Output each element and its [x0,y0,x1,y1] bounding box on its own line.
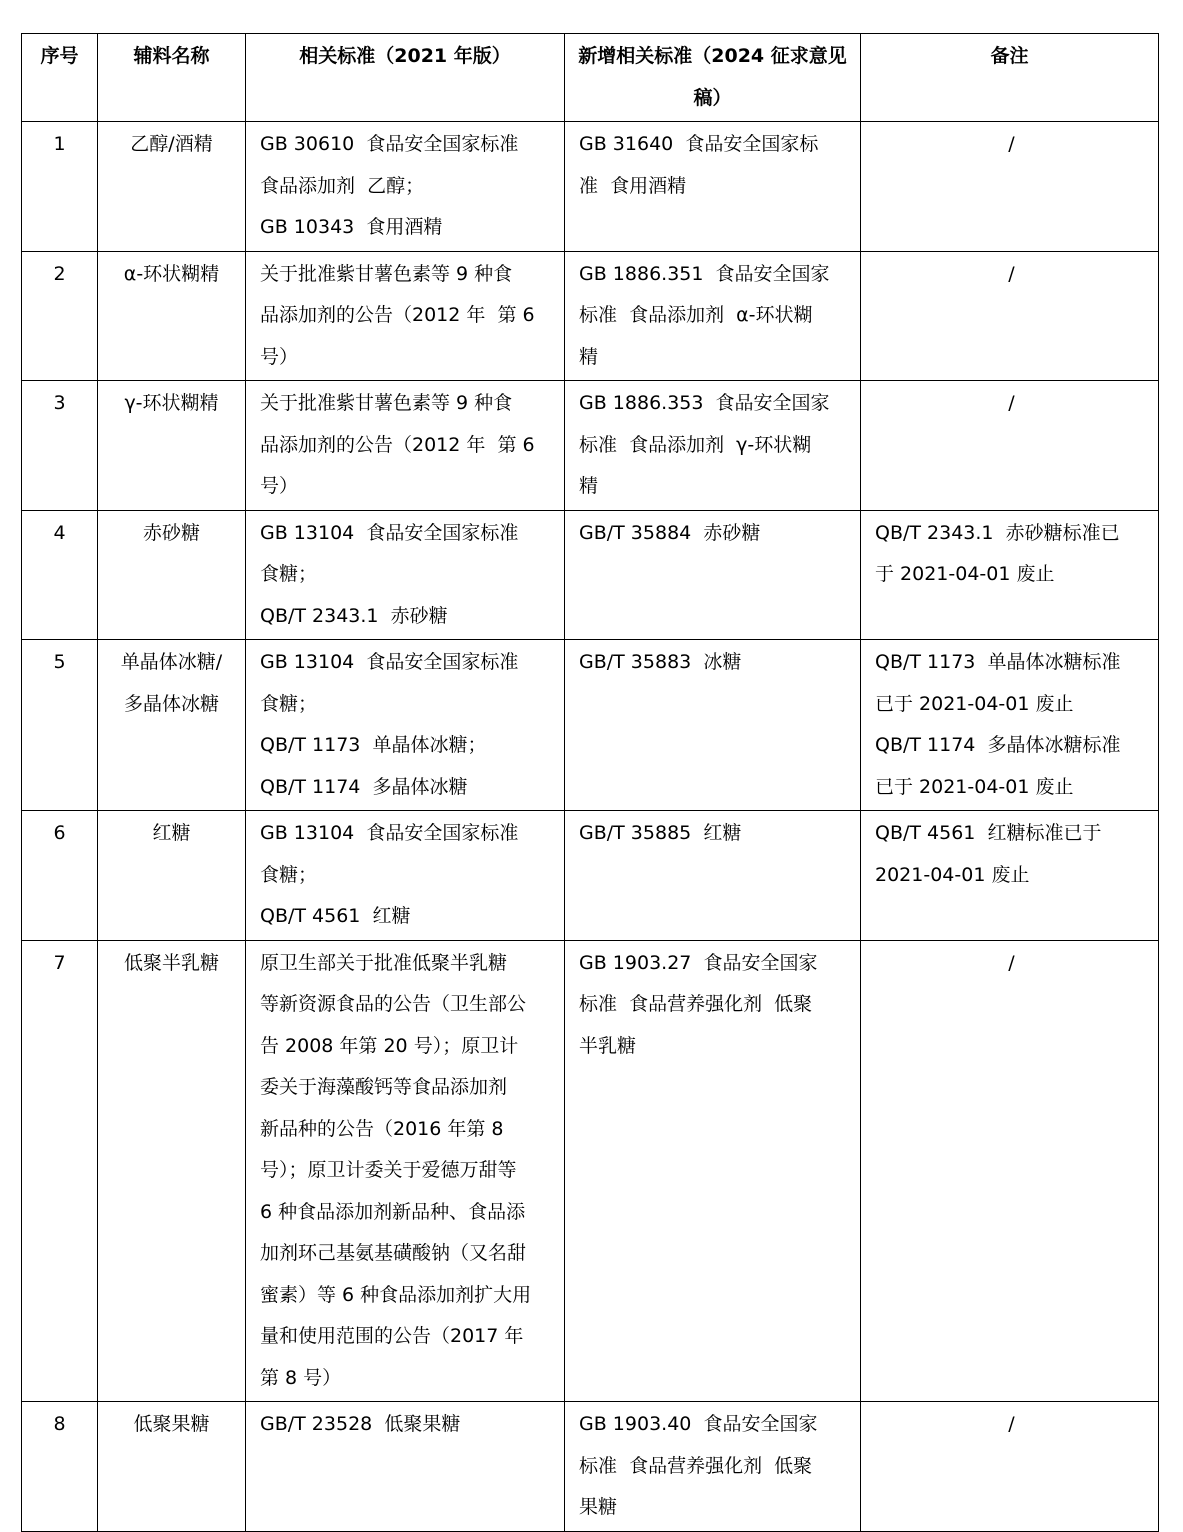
cell-name-line: 红糖 [152,822,191,844]
cell-std2024 [565,381,861,511]
cell-std2021-line: 量和使用范围的公告（2017 年 [260,1325,524,1347]
cell-remark-line: / [1008,262,1015,285]
cell-name-line: 赤砂糖 [142,521,200,544]
cell-std2024-line: 标准 食品营养强化剂 低聚 [579,993,813,1015]
cell-std2021-line: GB 13104 食品安全国家标准 [260,822,519,844]
cell-remark [861,122,1159,252]
cell-std2021-line: 蜜素）等 6 种食品添加剂扩大用 [260,1283,532,1306]
cell-std2021-line: 食品添加剂 乙醇； [260,174,425,197]
cell-remark-line: 已于 2021-04-01 废止 [875,692,1074,715]
cell-std2021-line: 食糖； [260,863,318,886]
cell-std2021-line: 号） [260,345,299,368]
header-no: 序号 [22,34,98,122]
cell-std2021-line: 新品种的公告（2016 年第 8 [260,1117,504,1140]
cell-no [22,122,98,252]
cell-remark-line: 2021-04-01 废止 [875,863,1030,886]
cell-std2021-line: 号）；原卫计委关于爱德万甜等 [260,1159,517,1181]
cell-std2021-line: 食糖； [260,563,318,585]
cell-std2021-line: 关于批准紫甘薯色素等 9 种食 [260,262,513,285]
table-row [22,122,1159,252]
cell-no [22,251,98,381]
table-row [22,811,1159,941]
cell-std2021-line: GB 13104 食品安全国家标准 [260,521,519,544]
cell-std2024-line: 标准 食品添加剂 γ-环状糊 [579,433,812,456]
cell-remark-line: QB/T 4561 红糖标准已于 [875,822,1102,844]
cell-std2024-line: 果糖 [579,1496,618,1518]
cell-std2024-line: GB/T 35883 冰糖 [579,651,742,673]
cell-std2024-line: GB 1886.353 食品安全国家 [579,392,830,414]
header-std2021: 相关标准（2021 年版） [246,34,565,122]
cell-no [22,940,98,1402]
cell-std2024-line: GB 1886.351 食品安全国家 [579,262,830,285]
cell-no-text: 5 [53,651,66,673]
cell-name [98,510,246,640]
cell-remark-line: / [1008,133,1015,155]
cell-no [22,811,98,941]
cell-std2021 [246,251,565,381]
header-std2024: 新增相关标准（2024 征求意见稿） [565,34,861,122]
cell-std2021-line: GB 30610 食品安全国家标准 [260,133,519,155]
cell-std2021-line: QB/T 4561 红糖 [260,905,411,927]
cell-remark-line: / [1008,392,1015,414]
cell-std2021-line: 委关于海藻酸钙等食品添加剂 [260,1076,508,1098]
cell-std2021-line: 等新资源食品的公告（卫生部公 [260,993,527,1015]
cell-remark [861,510,1159,640]
cell-std2021-line: 食糖； [260,692,318,715]
cell-remark-line: 已于 2021-04-01 废止 [875,775,1074,798]
cell-std2024-line: 标准 食品添加剂 α-环状糊 [579,304,813,326]
standards-table [21,33,1159,1532]
cell-std2024-line: GB 1903.27 食品安全国家 [579,951,818,974]
cell-no-text: 8 [53,1413,66,1435]
cell-std2021-line: QB/T 1173 单晶体冰糖； [260,734,487,756]
cell-std2021 [246,811,565,941]
cell-std2021-line: 第 8 号） [260,1366,342,1389]
table-header-row [22,34,1159,122]
cell-name [98,1402,246,1532]
cell-std2021 [246,381,565,511]
cell-std2021-line: 原卫生部关于批准低聚半乳糖 [260,951,508,974]
cell-std2021 [246,510,565,640]
cell-std2021 [246,1402,565,1532]
cell-std2024 [565,122,861,252]
table-row [22,640,1159,811]
cell-remark-line: 于 2021-04-01 废止 [875,563,1055,585]
cell-remark [861,811,1159,941]
cell-std2021 [246,940,565,1402]
table-row [22,251,1159,381]
cell-no-text: 7 [53,951,66,974]
cell-no-text: 1 [53,133,66,155]
cell-no [22,510,98,640]
cell-std2021 [246,640,565,811]
cell-no-text: 3 [53,392,66,414]
cell-name [98,640,246,811]
cell-name [98,251,246,381]
cell-std2024 [565,510,861,640]
cell-std2024 [565,251,861,381]
cell-std2024-line: GB 31640 食品安全国家标 [579,133,819,155]
cell-std2021-line: 6 种食品添加剂新品种、食品添 [260,1200,526,1223]
cell-std2021-line: QB/T 2343.1 赤砂糖 [260,604,448,627]
cell-name [98,940,246,1402]
cell-std2021-line: 号） [260,475,299,497]
table-row [22,940,1159,1402]
cell-std2024 [565,940,861,1402]
table-row [22,510,1159,640]
cell-remark-line: / [1008,1413,1015,1435]
cell-std2024-line: GB/T 35885 红糖 [579,822,742,844]
cell-remark [861,251,1159,381]
cell-std2024-line: 精 [579,475,599,497]
cell-std2021-line: 关于批准紫甘薯色素等 9 种食 [260,392,513,414]
cell-std2021 [246,122,565,252]
cell-std2024-line: GB/T 35884 赤砂糖 [579,521,761,544]
cell-name [98,122,246,252]
cell-std2021-line: 品添加剂的公告（2012 年 第 6 [260,304,535,326]
cell-std2024-line: 标准 食品营养强化剂 低聚 [579,1454,813,1477]
cell-remark-line: QB/T 1173 单晶体冰糖标准 [875,651,1121,673]
cell-remark-line: QB/T 1174 多晶体冰糖标准 [875,734,1121,756]
header-remark: 备注 [861,34,1159,122]
cell-std2024 [565,811,861,941]
cell-no-text: 2 [53,262,66,285]
cell-std2021-line: GB/T 23528 低聚果糖 [260,1413,461,1435]
cell-name-line: 低聚果糖 [133,1413,210,1435]
cell-std2024-line: GB 1903.40 食品安全国家 [579,1413,818,1435]
cell-remark [861,940,1159,1402]
cell-std2024-line: 半乳糖 [579,1034,637,1057]
cell-std2024 [565,640,861,811]
cell-name [98,811,246,941]
cell-remark-line: / [1008,951,1015,974]
cell-name-line: γ-环状糊精 [124,392,219,414]
cell-no-text: 4 [53,521,66,544]
cell-no [22,1402,98,1532]
table-row [22,381,1159,511]
cell-name-line: 低聚半乳糖 [123,951,219,974]
cell-name-line: 单晶体冰糖/ [120,651,223,673]
cell-std2021-line: 告 2008 年第 20 号）；原卫计 [260,1034,519,1057]
cell-std2021-line: 加剂环己基氨基磺酸钠（又名甜 [260,1242,527,1264]
cell-remark [861,381,1159,511]
cell-name-line: α-环状糊精 [123,262,220,285]
header-name: 辅料名称 [98,34,246,122]
cell-no [22,381,98,511]
cell-remark [861,640,1159,811]
cell-std2021-line: GB 10343 食用酒精 [260,216,443,238]
cell-remark-line: QB/T 2343.1 赤砂糖标准已 [875,521,1120,544]
table-body [22,122,1159,1532]
cell-std2024 [565,1402,861,1532]
cell-no [22,640,98,811]
cell-no-text: 6 [53,822,66,844]
cell-name [98,381,246,511]
cell-std2021-line: GB 13104 食品安全国家标准 [260,651,519,673]
cell-remark [861,1402,1159,1532]
table-row [22,1402,1159,1532]
cell-std2024-line: 精 [579,345,599,368]
cell-std2021-line: 品添加剂的公告（2012 年 第 6 [260,433,535,456]
cell-name-line: 多晶体冰糖 [123,692,219,715]
cell-std2024-line: 准 食用酒精 [579,174,687,197]
cell-std2021-line: QB/T 1174 多晶体冰糖 [260,775,468,798]
cell-name-line: 乙醇/酒精 [130,133,213,155]
